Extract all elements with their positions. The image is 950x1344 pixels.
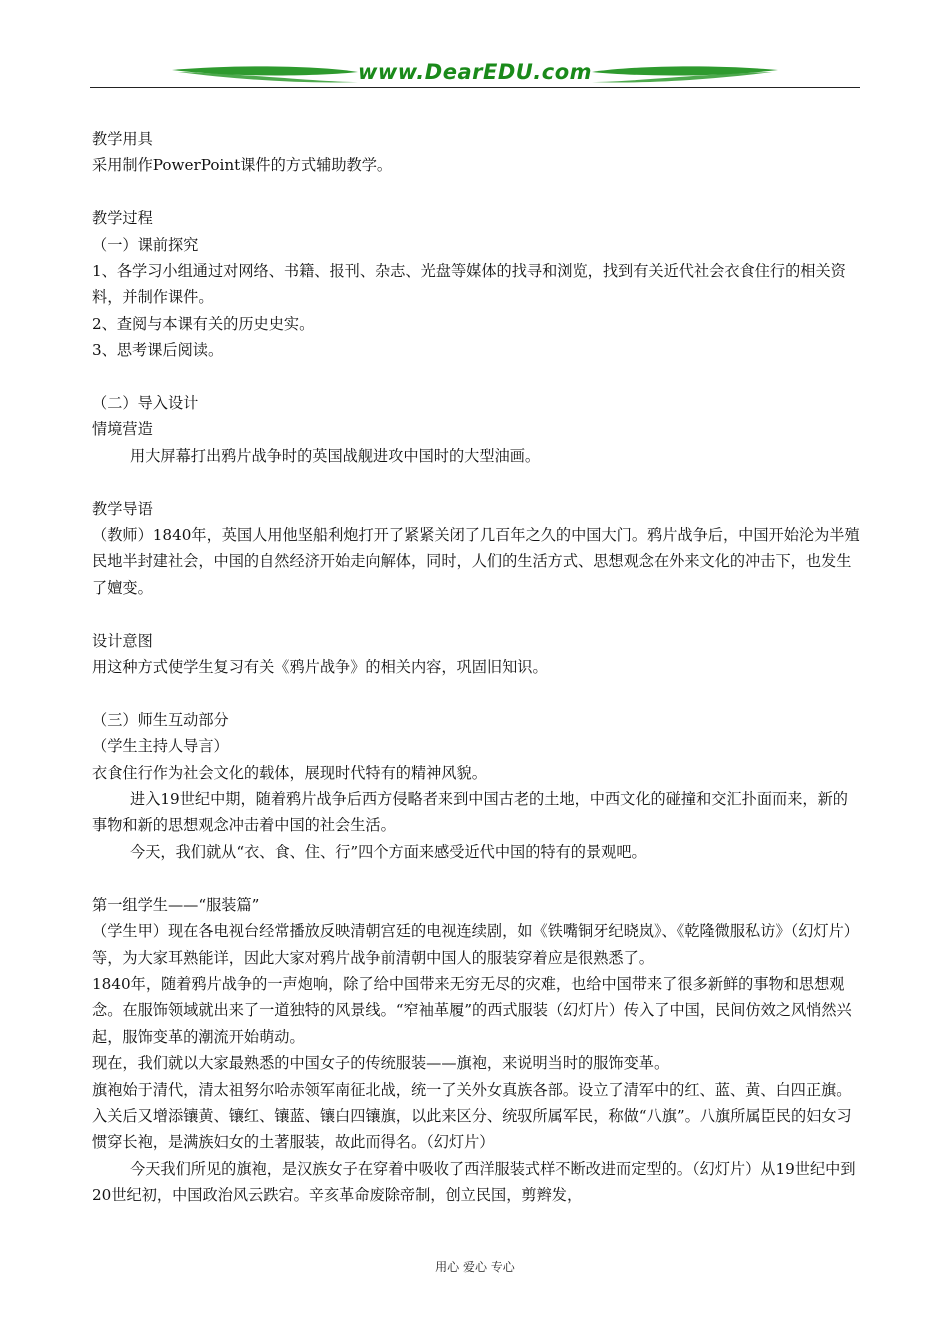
heading-guidance: 教学导语	[92, 499, 153, 518]
list-item-3: 3、思考课后阅读。	[92, 341, 224, 360]
heading-design-intent: 设计意图	[92, 631, 153, 650]
list-item-1: 1、各学习小组通过对网络、书籍、报刊、杂志、光盘等媒体的找寻和浏览，找到有关近代社会衣食住行的相关资料，并制作课件。	[92, 262, 846, 307]
page-footer: 用心 爱心 专心	[435, 1260, 515, 1274]
site-logo-text: www.DearEDU.com	[357, 60, 593, 84]
paragraph-qipao-today: 今天我们所见的旗袍，是汉族女子在穿着中吸收了西洋服装式样不断改进而定型的。（幻灯片）从19世纪中到20世纪初，中国政治风云跌宕。辛亥革命废除帝制，创立民国，剪辫发，	[92, 1159, 856, 1205]
paragraph-student-a: （学生甲）现在各电视台经常播放反映清朝宫廷的电视连续剧，如《铁嘴铜牙纪晓岚》、《乾隆微服私访》（幻灯片）等，为大家耳熟能详，因此大家对鸦片战争前清朝中国人的服装穿着应是很熟悉了。	[92, 922, 859, 967]
paragraph-qipao-origin: 旗袍始于清代，清太祖努尔哈赤领军南征北战，统一了关外女真族各部。设立了清军中的红、蓝、黄、白四正旗。入关后又增添镶黄、镶红、镶蓝、镶白四镶旗，以此来区分、统驭所属军民，称做“八旗”。八旗所属臣民的妇女习惯穿长袍，是满族妇女的土著服装，故此而得名。（幻灯片）	[92, 1080, 852, 1152]
paragraph-today: 今天，我们就从“衣、食、住、行”四个方面来感受近代中国的特有的景观吧。	[130, 842, 647, 861]
paragraph-design-intent: 用这种方式使学生复习有关《鸦片战争》的相关内容，巩固旧知识。	[92, 658, 548, 677]
document-body	[92, 126, 860, 1209]
heading-scenario: 情境营造	[92, 420, 153, 439]
paragraph-1840: 1840年，随着鸦片战争的一声炮响，除了给中国带来无穷无尽的灾难，也给中国带来了很多新鲜的事物和思想观念。在服饰领域就出来了一道独特的风景线。“窄袖革履”的西式服装（幻灯片）传入了中国，民间仿效之风悄然兴起，服饰变革的潮流开始萌动。	[92, 974, 852, 1046]
subheading-preclass: （一）课前探究	[92, 235, 199, 254]
list-item-2: 2、查阅与本课有关的历史史实。	[92, 314, 315, 333]
subheading-intro-design: （二）导入设计	[92, 394, 199, 413]
label-host-intro: （学生主持人导言）	[92, 737, 229, 756]
heading-group1-clothing: 第一组学生——“服装篇”	[92, 895, 260, 914]
paragraph-scenario: 用大屏幕打出鸦片战争时的英国战舰进攻中国时的大型油画。	[130, 446, 541, 465]
site-header-logo	[90, 58, 860, 90]
heading-teaching-process: 教学过程	[92, 209, 153, 228]
paragraph-19th-century: 进入19世纪中期，随着鸦片战争后西方侵略者来到中国古老的土地，中西文化的碰撞和交汇扑面而来，新的事物和新的思想观念冲击着中国的社会生活。	[92, 790, 848, 835]
paragraph-qipao-intro: 现在，我们就以大家最熟悉的中国女子的传统服装——旗袍，来说明当时的服饰变革。	[92, 1054, 670, 1073]
heading-teaching-tools: 教学用具	[92, 130, 153, 148]
paragraph-culture: 衣食住行作为社会文化的载体，展现时代特有的精神风貌。	[92, 763, 487, 782]
subheading-interaction: （三）师生互动部分	[92, 710, 229, 729]
paragraph-tools: 采用制作PowerPoint课件的方式辅助教学。	[92, 156, 393, 175]
header-divider	[90, 87, 860, 88]
paragraph-guidance: （教师）1840年，英国人用他坚船利炮打开了紧紧关闭了几百年之久的中国大门。鸦片战争后，中国开始沦为半殖民地半封建社会，中国的自然经济开始走向解体，同时，人们的生活方式、思想观念在外来文化的冲击下，也发生了嬗变。	[92, 526, 860, 597]
